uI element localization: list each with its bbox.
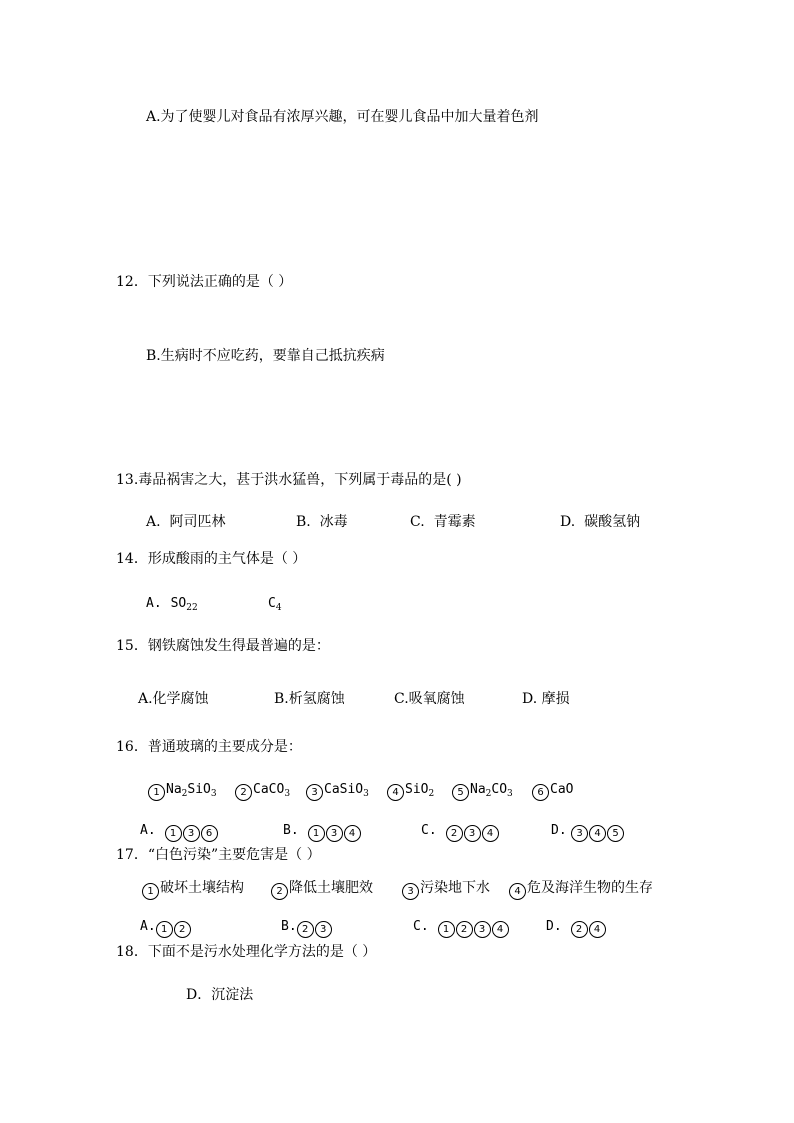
q18-stem: 18．下面不是污水处理化学方法的是（ ） — [116, 944, 377, 960]
circled-number: 3 — [326, 825, 343, 842]
circled-sequence — [156, 921, 191, 938]
q16-item-4 — [387, 780, 434, 801]
circled-number: 4 — [589, 921, 606, 938]
formula: Na — [166, 782, 182, 797]
option-letter: C. — [413, 919, 429, 934]
circled-number: 6 — [201, 825, 218, 842]
q16-item-1 — [148, 780, 217, 801]
option-letter: B. — [281, 919, 297, 934]
q16-option-d — [551, 821, 624, 842]
q13-stem: 13.毒品祸害之大，甚于洪水猛兽，下列属于毒品的是( ) — [116, 472, 462, 488]
circled-number: 1 — [165, 825, 182, 842]
item-text: 降低土壤肥效 — [289, 880, 373, 896]
formula: CaSiO — [324, 782, 364, 797]
q16-item-3 — [306, 780, 369, 801]
q17-item-1 — [142, 879, 244, 900]
formula: SiO — [405, 782, 429, 797]
option-text: 阿司匹林 — [169, 514, 226, 530]
circled-number: 2 — [271, 883, 288, 900]
circled-number: 3 — [315, 921, 332, 938]
circled-number: 1 — [142, 883, 159, 900]
option-letter: D. — [546, 919, 562, 934]
formula-subscript: 3 — [363, 789, 369, 799]
q14-option-a — [146, 594, 198, 613]
formula: C — [268, 596, 276, 611]
q17-item-3 — [402, 879, 490, 900]
circled-number: 4 — [509, 883, 526, 900]
option-text: 冰毒 — [319, 514, 348, 530]
q18-option-d: D．沉淀法 — [186, 987, 254, 1003]
q13-option-d — [560, 513, 640, 531]
formula: SiO — [187, 782, 211, 797]
option-letter: C. — [421, 823, 437, 838]
q16-option-b — [283, 821, 361, 842]
q14-option-c — [268, 594, 282, 613]
formula: CaO — [550, 782, 574, 797]
formula: SO — [170, 596, 187, 611]
item-text: 危及海洋生物的生存 — [527, 880, 653, 896]
q17-option-b — [281, 917, 332, 938]
circled-number: 3 — [306, 784, 323, 801]
formula-subscript: 22 — [186, 603, 198, 613]
circled-number: 4 — [344, 825, 361, 842]
circled-number: 2 — [571, 921, 588, 938]
q12-stem: 12．下列说法正确的是（ ） — [116, 274, 293, 290]
item-text: 破坏土壤结构 — [160, 880, 244, 896]
formula-subscript: 3 — [507, 789, 513, 799]
q13-option-c — [410, 513, 476, 531]
formula: CaCO — [253, 782, 285, 797]
option-letter: D. — [551, 823, 567, 838]
q16-item-5 — [452, 780, 513, 801]
q15-option-c: C.吸氧腐蚀 — [394, 691, 465, 707]
circled-number: 3 — [464, 825, 481, 842]
q12-option-b: B.生病时不应吃药，要靠自己抵抗疾病 — [146, 348, 385, 364]
circled-number: 1 — [438, 921, 455, 938]
formula-subscript: 2 — [428, 789, 435, 799]
circled-number: 3 — [402, 883, 419, 900]
circled-number: 2 — [456, 921, 473, 938]
formula-subscript: 2 — [485, 789, 492, 799]
option-text: 碳酸氢钠 — [584, 514, 641, 530]
q15-option-b: B.析氢腐蚀 — [274, 691, 345, 707]
q16-option-a — [140, 821, 218, 842]
circled-number: 3 — [183, 825, 200, 842]
option-letter: A. — [140, 919, 156, 934]
q16-option-c — [421, 821, 499, 842]
circled-number: 2 — [446, 825, 463, 842]
option-letter: B. — [296, 514, 311, 530]
circled-sequence — [297, 921, 332, 938]
q17-option-a — [140, 917, 191, 938]
q17-item-2 — [271, 879, 373, 900]
circled-number: 2 — [174, 921, 191, 938]
circled-number: 2 — [235, 784, 252, 801]
option-letter: A. — [146, 514, 161, 530]
item-text: 污染地下水 — [420, 880, 490, 896]
circled-number: 5 — [452, 784, 469, 801]
q14-stem: 14．形成酸雨的主气体是（ ） — [116, 551, 307, 567]
q13-option-a — [146, 513, 225, 531]
formula: Na — [470, 782, 486, 797]
formula-subscript: 3 — [284, 789, 291, 799]
option-letter: D. — [560, 514, 576, 530]
circled-sequence — [571, 921, 606, 938]
formula-subscript: 4 — [275, 603, 282, 613]
q13-option-b — [296, 513, 348, 531]
q15-stem: 15．钢铁腐蚀发生得最普遍的是： — [116, 638, 330, 654]
q15-option-a: A.化学腐蚀 — [138, 691, 209, 707]
formula-subscript: 3 — [210, 789, 217, 799]
q17-option-c — [413, 917, 509, 938]
q16-stem: 16．普通玻璃的主要成分是： — [116, 739, 302, 755]
q16-item-2 — [235, 780, 290, 801]
q17-stem: 17．“白色污染”主要危害是（ ） — [116, 847, 321, 863]
q11-option-a: A.为了使婴儿对食品有浓厚兴趣，可在婴儿食品中加大量着色剂 — [146, 109, 539, 125]
circled-number: 6 — [532, 784, 549, 801]
circled-number: 5 — [607, 825, 624, 842]
q15-option-d: D. 摩损 — [522, 691, 570, 707]
formula: CO — [491, 782, 508, 797]
circled-sequence — [165, 825, 218, 842]
circled-number: 4 — [482, 825, 499, 842]
circled-sequence — [571, 825, 624, 842]
circled-sequence — [308, 825, 361, 842]
circled-number: 1 — [148, 784, 165, 801]
circled-sequence — [446, 825, 499, 842]
option-letter: B. — [283, 823, 299, 838]
circled-number: 1 — [308, 825, 325, 842]
q16-item-6 — [532, 780, 573, 801]
circled-number: 4 — [387, 784, 404, 801]
option-letter: A. — [140, 823, 156, 838]
circled-number: 1 — [156, 921, 173, 938]
option-text: 青霉素 — [433, 514, 476, 530]
option-letter: C. — [410, 514, 425, 530]
q17-option-d — [546, 917, 606, 938]
circled-number: 4 — [589, 825, 606, 842]
circled-number: 4 — [492, 921, 509, 938]
option-letter: A. — [146, 596, 162, 611]
formula-subscript: 2 — [181, 789, 188, 799]
circled-number: 3 — [571, 825, 588, 842]
circled-sequence — [438, 921, 509, 938]
circled-number: 3 — [474, 921, 491, 938]
circled-number: 2 — [297, 921, 314, 938]
q17-item-4 — [509, 879, 653, 900]
